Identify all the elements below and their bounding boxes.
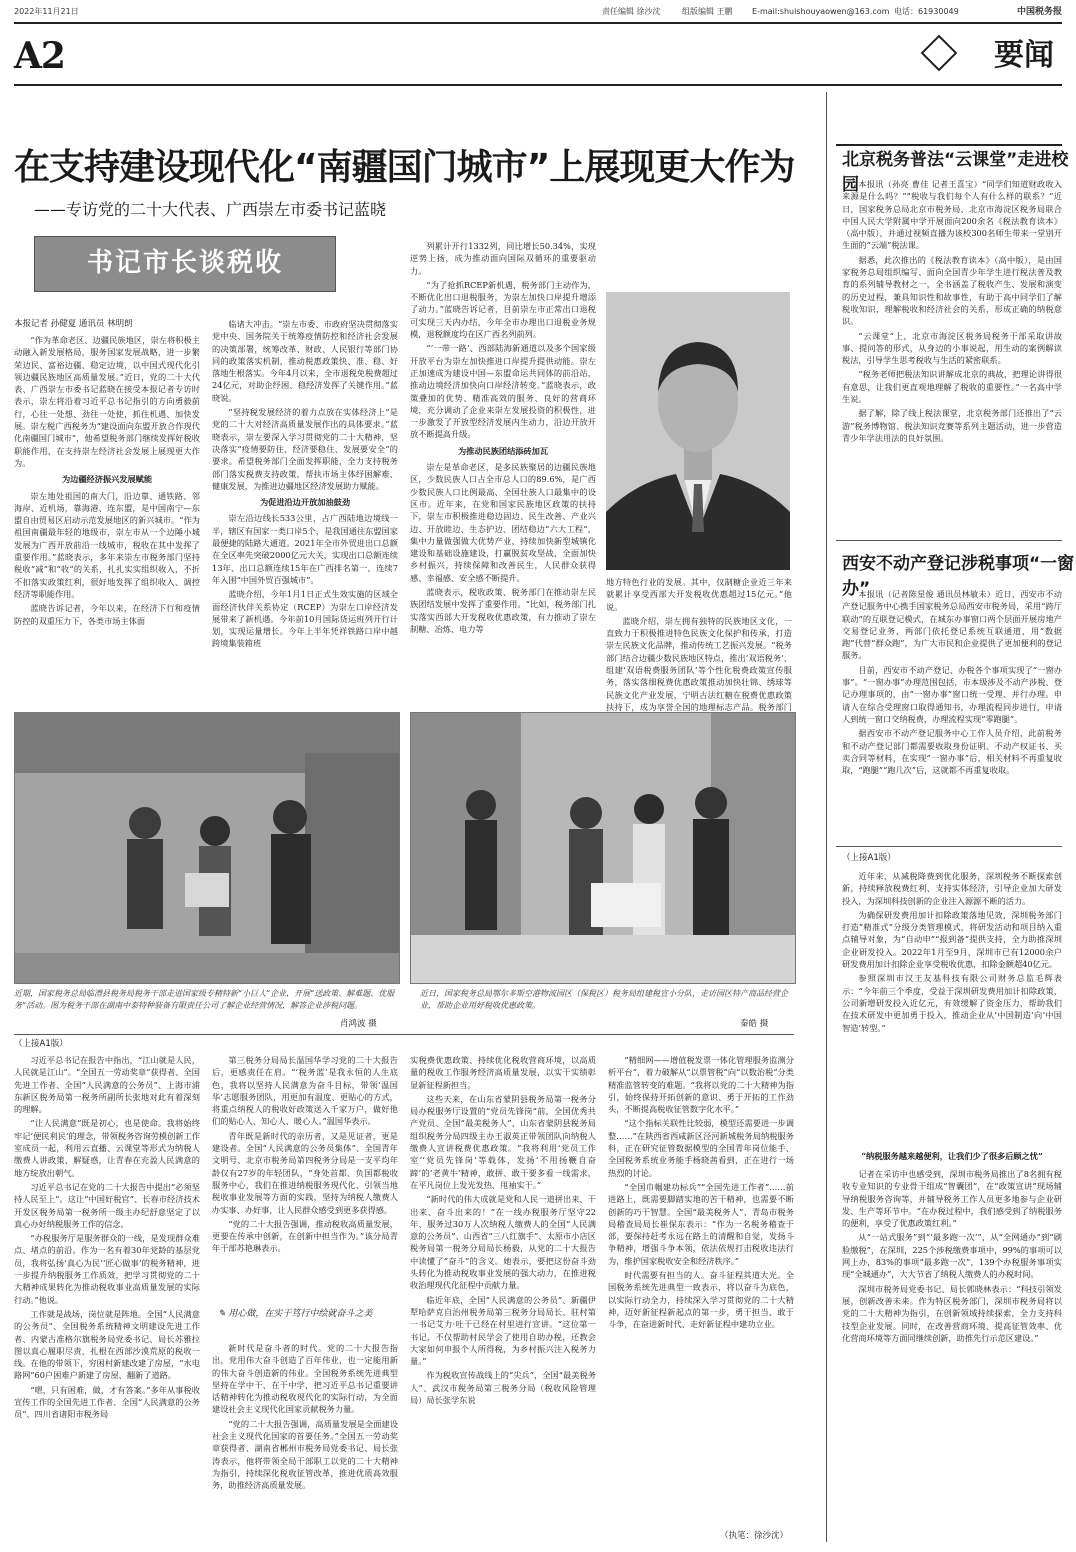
paragraph: 时代需要有担当的人。奋斗征程其道大光。全国税务系统先进典型一致表示，将以奋斗为底色，以实际行动全力，持续深入学习贯彻党的二十大精神，迈好新征程新起点的第一步，勇于担当、敢于斗争，在奋进新时代、走好新征程中建功立业。 <box>608 1270 794 1330</box>
paragraph: “为了抢抓RCEP新机遇，税务部门主动作为，不断优化出口退税服务，为崇左加快口岸提升增添了动力。”蓝晓告诉记者，目前崇左市正常出口退税可实现三天内办结，今年全市办理出口退税业务规模，退税额度均在区广西名列前列。 <box>410 279 596 340</box>
paragraph: “精细网——增值税发票一体化管理服务监测分析平台”，着力破解从“以票管税”向“以数治税”分类精准监管转变的难题。“我将以党的二十大精神为指引，始终保持开拓创新的意识、勇于开拓的工作劲头，不断提高税收征管数字化水平。” <box>608 1055 794 1115</box>
paragraph: “云课堂”上，北京市海淀区税务局税务干部采取讲故事、提问答的形式，从身边的小事说起，用生动的案例解读税法，引导学生思考税收与生活的紧密联系。 <box>842 330 1062 366</box>
paragraph: “新时代的伟大成就是党和人民一道拼出来、干出来、奋斗出来的！”在一线办税服务厅坚守22年、服务过30万人次纳税人缴费人的全国“人民满意的公务员”、山西省“三八红旗手”、太原市小店区税务局第一税务分局局长杨毅，从党的二十大报告中读懂了“奋斗”的含义。她表示，要把这份奋斗劲头转化为推动税收事业发展的强大动力，在推进税收治理现代化征程中贡献力量。 <box>410 1194 596 1291</box>
header-rule <box>14 22 1062 24</box>
sidebar-story1-body <box>842 178 1062 506</box>
section-name: 要闻 <box>994 38 1054 73</box>
paragraph: “让人民满意”既是初心，也是使命。我将始终牢记‘便民利民’的理念，带领税务咨询劳模创新工作室成员一起，利用云直播、云课堂等形式为纳税人缴费人讲政策、解疑惑，让青春在充盈人民满意的地方绽放出朝气。 <box>14 1118 200 1178</box>
paragraph: 参照深圳市汉王友基科技有限公司财务总监毛辉表示：“今年前三个季度，受益于深圳研发费用加计扣除政策，公司新增研发投入近亿元，有效缓解了资金压力，帮助我们在技术研发中更加勇于投入，推动企业从‘中国制造’向‘中国智造’转型。” <box>842 973 1062 1033</box>
photo-right-credit: 秦皓 摄 <box>740 1019 769 1029</box>
section-subheading: 为推动民族团结添砖加瓦 <box>457 445 549 456</box>
paragraph: “全国巾帼建功标兵”“全国先进工作者”……前进路上，既需要脚踏实地的苦干精神，也需要不断创新的巧干智慧。全国“最美税务人”、青岛市税务局稽查局局长崔保东表示：“作为一名税务稽查干部，要保持赶考永远在路上的清醒和自觉，发扬斗争精神，增强斗争本领，依法依规打击税收违法行为，维护国家税收安全和经济秩序。” <box>608 1181 794 1266</box>
paragraph: 临诸大冲击。“崇左市委、市政府坚决贯彻落实党中央、国务院关于统筹疫情防控和经济社会发展的决策部署，统筹改革、财政、人民银行等部门协同的政策落实机制，推动税惠政策快、准、稳、好落地生根落实。今年4月以来，全市退税免税费超过24亿元，对助企纾困、稳经济发挥了关键作用。”蓝晓说。 <box>212 319 398 403</box>
paragraph: “嗯，只有困难，做，才有答案。”多年从事税收宣传工作的全国先进工作者、全国“人民满意的公务员”、四川省诸阳市税务局 <box>14 1384 200 1420</box>
continued-column-3 <box>410 1054 596 1542</box>
paragraph: “党的二十大报告强调，推动税收高质量发展，更要在传承中创新，在创新中担当作为。”该分局青年干部苏艳琳表示。 <box>212 1218 398 1254</box>
photo-left-credit: 肖鸿波 摄 <box>340 1019 377 1029</box>
continued-column-4 <box>608 1054 794 1526</box>
paragraph: 崇左地处祖国的南大门，沿边靠、通铁路、邻海岸、近机场，靠海港、连东盟，是中国南宁—东盟自由贸易区启动示范发展地区的新兴城市。“作为祖国南疆最年轻的地级市，崇左市从一个边陲小城发展为广西开放前沿一线城市，税收在其中发挥了重要作用。”蓝晓表示，多年来崇左市税务部门坚持税收“减”和“收”的关系，扎扎实实组织收入，不折不扣落实政策红利，很好地发挥了组织收入、调控经济等职能作用。 <box>14 490 200 599</box>
closing-author: （执笔：徐沙沈） <box>720 1531 789 1541</box>
continued-label: （上接A1版） <box>14 1039 68 1049</box>
paragraph: 临近年底，全国“人民满意的公务员”、新疆伊犁哈萨克自治州税务局第三税务分局局长、驻村第一书记艾力·吐干已经在村里进行宣讲。“这位第一书记，不仅帮助村民学会了使用自助办税，还教会大家如何申报个人所得税，为乡村振兴注入税务力量。” <box>410 1294 596 1367</box>
sidebar-divider <box>826 92 827 1542</box>
lead-headline: 在支持建设现代化“南疆国门城市”上展现更大作为 <box>14 147 795 188</box>
photo-left <box>14 712 400 984</box>
continued-column-1 <box>14 1054 200 1542</box>
paragraph: 为确保研发费用加计扣除政策落地见效，深圳税务部门打造“精准式”分级分类管理模式，将研发活动和项目纳入重点辅导对象，为“自动申”“报到备”提供支持，全力助推深圳企业研发投入。2022年1月至9月，深圳市已有12000余户研发费用加计扣除企业享受税收优惠，扣除金额超40亿元。 <box>842 909 1062 970</box>
section-diamond-icon <box>921 35 958 72</box>
paragraph: 这些天来，在山东省蒙阴县税务局第一税务分局办税服务厅设置的“党员先锋岗”前，全国优秀共产党员、全国“最美税务人”、山东省蒙阴县税务局组织税务分局四级主办王淑英正带领团队向纳税人缴费人宣讲税费优惠政策。“我将利用‘党员工作室’‘党员先锋岗’等载体，发扬‘不用扬鞭自奋蹄’的‘老黄牛’精神，敢拼、敢干要多看一线需求，在平凡岗位上发光发热、甩袖实干。” <box>410 1093 596 1190</box>
paragraph: 新时代是奋斗者的时代。党的二十大报告指出，党用伟大奋斗创造了百年伟业，也一定能用新的伟大奋斗创造新的伟业。全国税务系统先进典型坚持在学中干、在干中学，把习近平总书记重要讲话精神转化为推动税收现代化的实际行动，为全面建设社会主义现代化国家贡献税务力量。 <box>212 1343 398 1415</box>
paragraph: 近年来，从减税降费到优化服务，深圳税务不断探索创新，持续释放税费红利、支持实体经济，引导企业加大研发投入，为深圳科技创新的企业注入源源不断的活力。 <box>842 871 1062 906</box>
paragraph: “办税服务厅是服务群众的一线，是发现群众难点、堵点的前沿。作为一名有着30年党龄的基层党员，我将弘扬‘真心为民’‘匠心做事’的税务精神，进一步提升纳税服务工作质效，把学习贯彻党的二十大精神成果转化为推动税收事业高质量发展的实际行动。”他说。 <box>14 1233 200 1305</box>
paragraph: 崇左沿边线长533公里，占广西陆地边境线一半，辖区有国家一类口岸5个，是我国通往东盟国家最便捷的陆路大通道。2021年全市外贸进出口总额在全区率先突破2000亿元大关，实现出口总额连续13年、出口总额连续15年在广西排名第一，连续7年入围“中国外贸百强城市”。 <box>212 513 398 585</box>
lead-column-2 <box>212 318 398 694</box>
paragraph: 第三税务分局局长温国华学习党的二十大报告后，更感责任在肩。“‘税务蓝’是我永恒的人生底色，我将以坚持人民满意为奋斗目标，带领‘温国华’志愿服务团队，用更加有温度、更贴心的方式，将重点纳税人的税收好政策送入千家万户，做好他们的贴心人、知心人、暖心人。”温国华表示。 <box>212 1055 398 1127</box>
issue-date: 2022年11月21日 <box>14 7 79 16</box>
paragraph: “作为革命老区、边疆民族地区，崇左将积极主动融入新发展格局，服务国家发展战略，进一步繁荣边民、富裕边疆、稳定边境，以中国式现代化引领边疆民族地区高质量发展。”近日，党的二十大代表、广西崇左市委书记蓝晓在接受本报记者专访时表示，崇左将沿着习近平总书记指引的方向勇毅前行，心往一处想、劲往一处使，抓住机遇、加快发展。崇左税广西税务为“建设面向东盟开放合作现代化南疆国门城市”，他希望税务部门继续发挥好税收职能作用，在支持崇左经济社会发展上展现更大作为。 <box>14 335 200 468</box>
continued-subheading <box>218 1308 398 1321</box>
paragraph: 目前，西安市不动产登记、办税各个事项实现了“一窗办事”。“一窗办事”办理范围包括，市本级涉及不动产涉税、登记办理事项的，由“一窗办事”窗口统一受理、并行办理。申请人在综合受理窗口取得通知书，办理流程同步进行，申请人到统一窗口交纳税费，办理流程实现“零跑腿”。 <box>842 664 1062 724</box>
page-number: A2 <box>14 35 65 77</box>
divider <box>14 1034 794 1035</box>
paragraph: “这个指标关联性比较弱，模型还需要进一步调整……”在陕西省西咸新区泾河新城税务局纳税服务科，正在研究征管数据模型的全国青年岗位能手、全国税务系统业务能手杨晓茜看到，正在进行一场热烈的讨论。 <box>608 1118 794 1178</box>
paragraph: “坚持税发展经济的着力点放在实体经济上”是党的二十大对经济高质量发展作出的具体要求。”蓝晓表示，崇左要深入学习贯彻党的二十大精神，坚决落实“疫情要防住、经济要稳住、发展要安全”的要求。希望税务部门全面发挥职能，全力支持税务部门落实税费支持政策，帮扶市场主体纾困解难、健康发展，为推进边疆地区经济发展助力赋能。 <box>212 407 398 491</box>
page-header <box>14 6 1062 20</box>
divider <box>836 540 1062 541</box>
paragraph: 地方特色行业的发展。其中，仅制糖企业近三年来就累计享受西部大开发税收优惠超过15亿元。”他说。 <box>606 577 792 612</box>
paragraph: 崇左是革命老区，是多民族聚居的边疆民族地区，少数民族人口占全市总人口的89.6%，是广西少数民族人口比例最高、全国壮族人口最集中的设区市。近年来，在党和国家民族地区政策的扶持下，崇左市积极推进稳边固边、民生改善、产业兴边、开放睦边、生态护边、团结稳边“六大工程”，集中力量做强做大优势产业，持续加快新型城镇化建设和基础设施建设，打赢脱贫攻坚战，全面加快乡村振兴，持续保障和改善民生，人民群众获得感、幸福感、安全感不断提升。 <box>410 462 596 583</box>
lead-column-4 <box>606 576 792 712</box>
paragraph: 习近平总书记在党的二十大报告中提出“必须坚持人民至上”。这让“中国好税官”、长春市经济技术开发区税务局第一税务所一级主办纪舒意坚定了以真心办好纳税服务工作的信念。 <box>14 1181 200 1229</box>
paragraph: 实税费优惠政策、持续优化税收营商环境，以高质量的税收工作服务经济高质量发展，以实干实绩彰显新征程新担当。 <box>410 1055 596 1090</box>
portrait-photo <box>606 292 790 570</box>
paragraph: 记者在采访中也感受到，深圳市税务局推出了8名拥有税收专业知识的专业骨干组成“智囊团”，在“政策宣讲”现场辅导纳税服务咨询等，并辅导税务工作人员更多地参与企业研发、生产等环节中。“在办税过程中，我们感受到了纳税服务的便利，享受了优惠政策红利。” <box>842 1169 1062 1229</box>
photo-right-illustration <box>411 713 795 983</box>
sidebar-story3-body <box>842 870 1062 1140</box>
photo-left-illustration <box>15 713 399 983</box>
lead-byline: 本报记者 孙健夏 通讯员 林明朗 <box>14 319 133 329</box>
paragraph: “党的二十大报告强调，高质量发展是全面建设社会主义现代化国家的首要任务。”全国五一劳动奖章获得者、湖南省郴州市税务局党委书记、局长张涛表示，他将带领全局干部职工以党的二十大精神为指引，持续深化税收征管改革，推进优质高效服务，助推经济高质量发展。 <box>212 1418 398 1491</box>
paragraph: 深圳市税务局党委书记、局长郭晓林表示：“科技引领发展，创新改善未来。作为特区税务部门，深圳市税务局将以党的二十大精神为指引，在创新领域持续探索，全力支持科技型企业发展。同时，在改善营商环境、提高征管效率、优化营商环境等方面同继续创新，助推先行示范区建设。” <box>842 1283 1062 1343</box>
contact-email: E-mail:shuishouyaowen@163.com <box>752 7 890 16</box>
responsible-editor: 责任编辑 徐沙沈 <box>602 7 661 16</box>
paragraph: 习近平总书记在报告中指出，“江山就是人民，人民就是江山”。“全国五一劳动奖章”获得者、全国先进工作者、全国“人民满意的公务员”、上海市浦东新区税务局第一税务所副所长张地对此有着深刻的理解。 <box>14 1055 200 1115</box>
sidebar-continued-label: （上接A1版） <box>842 853 896 863</box>
contact-phone: 电话：61930049 <box>894 7 959 16</box>
sidebar-story1-title: 北京税务普法“云课堂”走进校园 <box>842 150 1069 195</box>
sidebar-rule <box>836 144 1062 146</box>
paragraph: 从“一站式服务”到“‘最多跑一次’”，从“全网通办”到“刷脸缴税”，在深圳，225个涉税缴费事项中，99%的事项可以网上办，83%的事项“最多跑一次”，139个办税服务事项实现“全城通办”，大大节省了纳税人缴费人的办税时间。 <box>842 1232 1062 1280</box>
column-banner: 书记市长谈税收 <box>34 236 336 292</box>
photo-right <box>410 712 796 984</box>
portrait-illustration <box>606 292 790 570</box>
section-subheading: 为促进沿边开放加油鼓劲 <box>259 497 351 508</box>
section-subheading: 为边疆经济振兴发展赋能 <box>61 474 153 485</box>
paragraph: 青年既是新时代的亲历者，又是见证者，更是建设者。全国“人民满意的公务员集体”、全国青年文明号、北京市税务局第四税务分局是一支平均年龄仅有27岁的年轻团队，“身处首都、负国都税收服务中心，我们在推进纳税服务现代化、引领当地税收事业发展等方面的实践，坚持为纳税人缴费人办实事、办好事，让人民群众感受到更多获得感。 <box>212 1130 398 1215</box>
section-rule <box>14 84 1062 86</box>
sidebar-story2-body <box>842 588 1062 840</box>
divider <box>836 846 1062 847</box>
lead-column-1 <box>14 334 200 694</box>
paragraph: 据悉，此次推出的《税法教育读本》（高中版），是由国家税务总局组织编写、面向全国青少年学生进行税法普及教育的系列辅导教材之一，全书涵盖了税收产生、发展和演变的历史过程，兼具知识性和故事性，有助于高中同学们了解税收知识，理解税收和经济社会的关系，形成正确的纳税意识。 <box>842 254 1062 327</box>
paragraph: 本报讯（孙亮 曹佳 记者王喜宝）“同学们知道财政收入来源是什么吗？”“税收与我们每个人有什么样的联系？”近日，国家税务总局北京市税务局、北京市海淀区税务局联合中国人民大学附属中学开展面向200余名《税法教育读本》（高中版），并通过视频直播为该校300名师生带来一堂别开生面的“云端”税法课。 <box>842 179 1062 251</box>
paragraph: 蓝晓表示，税收政策、税务部门在推动崇左民族团结发展中发挥了重要作用。“比如，税务部门扎实落实西部大开发税收优惠政策，有力推动了崇左制糖、冶炼、电力等 <box>410 587 596 634</box>
sidebar-story3-body-2 <box>842 1168 1062 1542</box>
paragraph: 据了解，除了线上税法课堂，北京税务部门还推出了“云游”税务博物馆、税法知识竞赛等系列主题活动，进一步营造青少年学法用法的良好氛围。 <box>842 408 1062 443</box>
continued-subheading-text: 用心做，在实干笃行中绘就奋斗之美 <box>228 1309 373 1319</box>
newspaper-name: 中国税务报 <box>1016 7 1062 17</box>
sidebar-story3-subheading: “纳税服务越来越便利，让我们少了很多后顾之忧” <box>861 1151 1043 1161</box>
paragraph: 蓝晓告诉记者，今年以来，在经济下行和疫情防控的双重压力下，各类市场主体面 <box>14 603 200 626</box>
lead-column-3 <box>410 240 596 694</box>
paragraph: 本报讯（记者陈星俊 通讯员林敏未）近日，西安市不动产登记服务中心携手国家税务总局西安市税务局，采用“跨厅联动”的互联登记模式，在城东办事窗口两个层面开展房地产交易登记业务，两部门依托登记系统互联通道，用“数据跑”代替“群众跑”，为广大市民和企业提供了更加便利的登记服务。 <box>842 589 1062 661</box>
paragraph: 据西安市不动产登记服务中心工作人员介绍，此前税务和不动产登记部门都需要收取身份证明、不动产权证书、买卖合同等材料，在实现“一窗办事”后，相关材料不再重复收取，“跑腿”“跑几次”后，这就都不再重复收取。 <box>842 728 1062 776</box>
photo-left-caption: 近期，国家税务总局临澧县税务局税务干部走进国家级专精特新“小巨人”企业，开展“送政策、解难题、优服务”活动。图为税务干部在湖南中泰特种装备有限责任公司了解企业经营情况，解答企业涉税问题。 <box>14 989 395 1010</box>
sidebar-story2-title: 西安不动产登记涉税事项“一窗办” <box>842 554 1075 599</box>
paragraph: 蓝晓介绍，今年1月1日正式生效实施的区域全面经济伙伴关系协定（RCEP）为崇左口岸经济发展带来了新机遇。今年前10月国际货运班列开行计划，实现运量增长。今年上半年凭祥铁路口岸中越跨境集装箱班 <box>212 589 398 649</box>
paragraph: “税务老师把税法知识讲解成北京的典故，把理论讲得很有意思，让我们更直观地理解了税收的重要性。”一名高中学生说。 <box>842 369 1062 405</box>
paragraph: 工作就是战场，岗位就是阵地。全国“人民满意的公务员”、全国税务系统精神文明建设先进工作者、内蒙古准格尔旗税务局党委书记、局长苏雅拉图以真心履职尽责，扎根在西部沙漠荒原的税收一线。在他的带领下，穷困村新建改建了房屋，“水电路网”60户困难户新建了房屋、翻新了道路。 <box>14 1308 200 1381</box>
paragraph: 列累计开行1332列，同比增长50.34%，实现逆势上扬，成为推动面向国际双循环的重要驱动力。 <box>410 241 596 276</box>
continued-column-2 <box>212 1054 398 1300</box>
lead-subheadline: ——专访党的二十大代表、广西崇左市委书记蓝晓 <box>34 200 387 219</box>
continued-column-2b <box>212 1342 398 1542</box>
paragraph: “‘一带一路’、西部陆海新通道以及多个国家级开放平台为崇左加快推进口岸提升提供动能。崇左正加速成为建设中国—东盟命运共同体的前沿站，推动边境经济加快向口岸经济转变。”蓝晓表示，政策叠加的优势、精准高效的服务、良好的营商环境，充分调动了企业来崇左发展投资的积极性，进一步激发了开放型经济发展内生动力，沿边开放开放不断提高升级。 <box>410 343 596 440</box>
pen-icon: ✎ <box>218 1309 229 1319</box>
photo-right-caption: 近日，国家税务总局鄂尔多斯空港物流园区（保税区）税务局组建税宣小分队，走访园区特产商品经营企业，帮助企业用好税收优惠政策。 <box>420 989 788 1010</box>
layout-editor: 组版编辑 王鹏 <box>682 7 733 16</box>
paragraph: 作为税收宣传战线上的“尖兵”，全国“最美税务人”、武汉市税务局第三税务分局（税收风险管理局）局长张学东说 <box>410 1370 596 1406</box>
paragraph: 蓝晓介绍，崇左拥有独特的民族地区文化，一直致力于积极推进特色民族文化保护和传承，打造崇左民族文化品牌，推动传统工艺振兴发展。“税务部门结合边疆少数民族地区特点，推出‘双语税务’、组建‘双语税费服务团队’等个性化税费政策宣传服务，落实落细税费优惠政策推动加快壮锦、绣球等民族文化产业发展，宁明古法红糖在税费优惠政策扶持下，成为享誉全国的地理标志产品。税务部门 <box>606 615 792 712</box>
